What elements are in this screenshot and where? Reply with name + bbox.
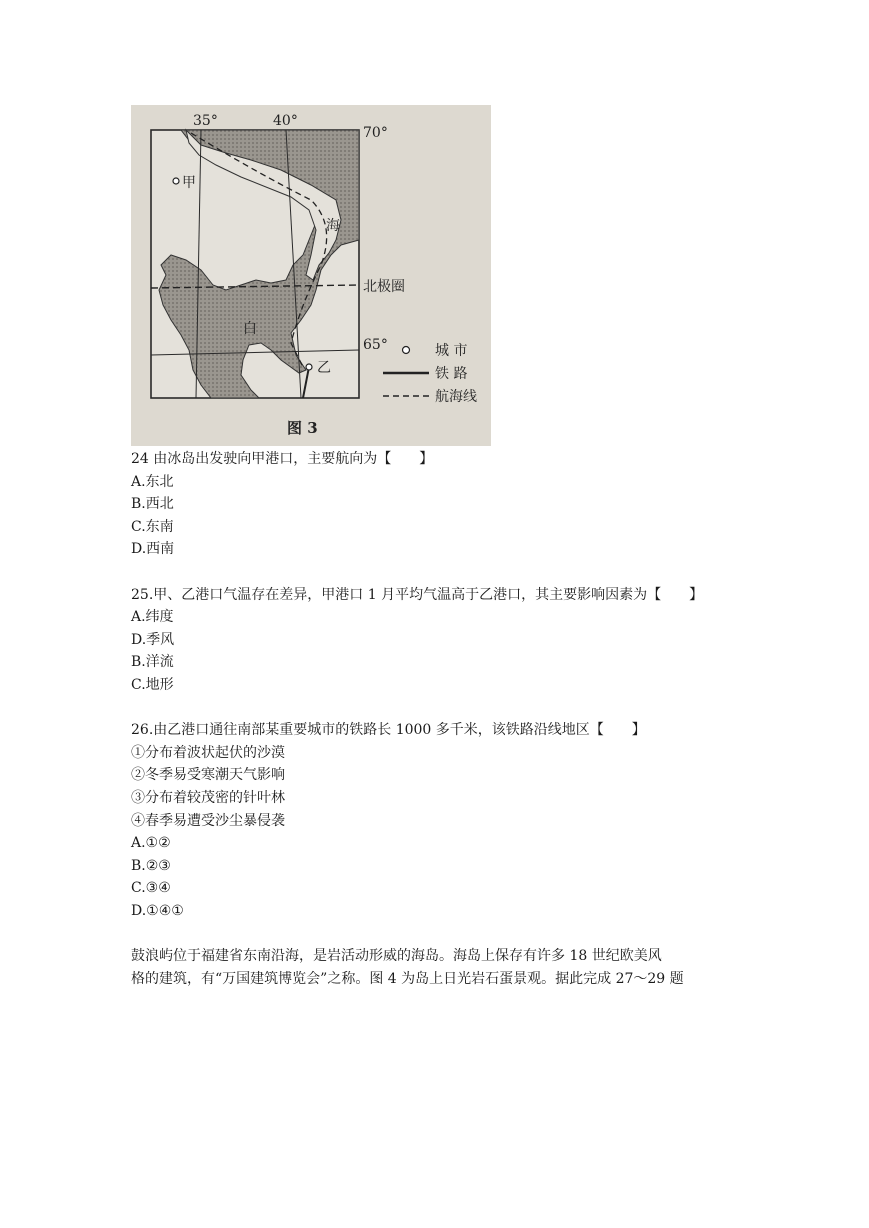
lon-label-40: 40° (273, 113, 298, 129)
question-26-option-c: C.③④ (131, 880, 171, 897)
lon-label-35: 35° (193, 113, 218, 129)
question-26 (131, 719, 703, 922)
question-25-option-3: B.洋流 (131, 654, 174, 671)
sea-label-bai: 白 (243, 321, 257, 337)
lat-label-65: 65° (363, 337, 388, 353)
question-24-stem: 24 由冰岛出发驶向甲港口，主要航向为【 】 (131, 451, 434, 467)
question-25 (131, 584, 703, 697)
passage-line-2: 格的建筑，有“万国建筑博览会”之称。图 4 为岛上日光岩石蛋景观。据此完成 27～29 题 (131, 970, 684, 987)
legend-city-label: 城 市 (435, 343, 468, 359)
legend-city-symbol (403, 347, 410, 354)
question-24-option-a: A.东北 (131, 473, 174, 490)
question-24-option-c: C.东南 (131, 518, 174, 535)
spacer (131, 561, 703, 584)
city-jia-marker (173, 178, 179, 184)
question-24-option-b: B.西北 (131, 496, 174, 513)
question-26-option-d: D.①④① (131, 902, 184, 919)
question-25-option-1: A.纬度 (131, 609, 174, 626)
question-26-statement-4: ④春季易遭受沙尘暴侵袭 (131, 812, 285, 829)
passage-line-1: 鼓浪屿位于福建省东南沿海，是岩活动形威的海岛。海岛上保存有许多 18 世纪欧美风 (131, 948, 662, 965)
question-26-statement-2: ②冬季易受寒潮天气影响 (131, 767, 285, 784)
question-24 (131, 448, 703, 561)
figure-caption: 图 3 (287, 419, 318, 437)
passage-27-29 (131, 945, 703, 990)
lat-label-70: 70° (363, 125, 388, 141)
spacer (131, 697, 703, 720)
legend-railway-label: 铁 路 (435, 366, 468, 382)
map-figure (131, 105, 491, 446)
city-yi-marker (306, 364, 312, 370)
question-25-option-4: C.地形 (131, 676, 174, 693)
port-jia-label: 甲 (182, 175, 196, 191)
arctic-circle-label: 北极圈 (363, 279, 405, 295)
spacer (131, 922, 703, 945)
legend-shipping-label: 航海线 (435, 389, 477, 405)
question-25-option-2: D.季风 (131, 631, 175, 648)
question-26-stem: 26.由乙港口通往南部某重要城市的铁路长 1000 多千米，该铁路沿线地区【 】 (131, 722, 646, 739)
question-26-option-b: B.②③ (131, 857, 171, 874)
white-sea-map (131, 105, 491, 446)
question-26-option-a: A.①② (131, 835, 171, 852)
question-26-statement-3: ③分布着较茂密的针叶林 (131, 789, 285, 806)
questions-section (131, 448, 703, 990)
question-25-stem: 25.甲、乙港口气温存在差异，甲港口 1 月平均气温高于乙港口，其主要影响因素为【 】 (131, 586, 704, 603)
question-24-option-d: D.西南 (131, 541, 175, 558)
question-26-statement-1: ①分布着波状起伏的沙漠 (131, 744, 285, 761)
port-yi-label: 乙 (317, 360, 331, 376)
sea-label-hai: 海 (326, 218, 340, 234)
